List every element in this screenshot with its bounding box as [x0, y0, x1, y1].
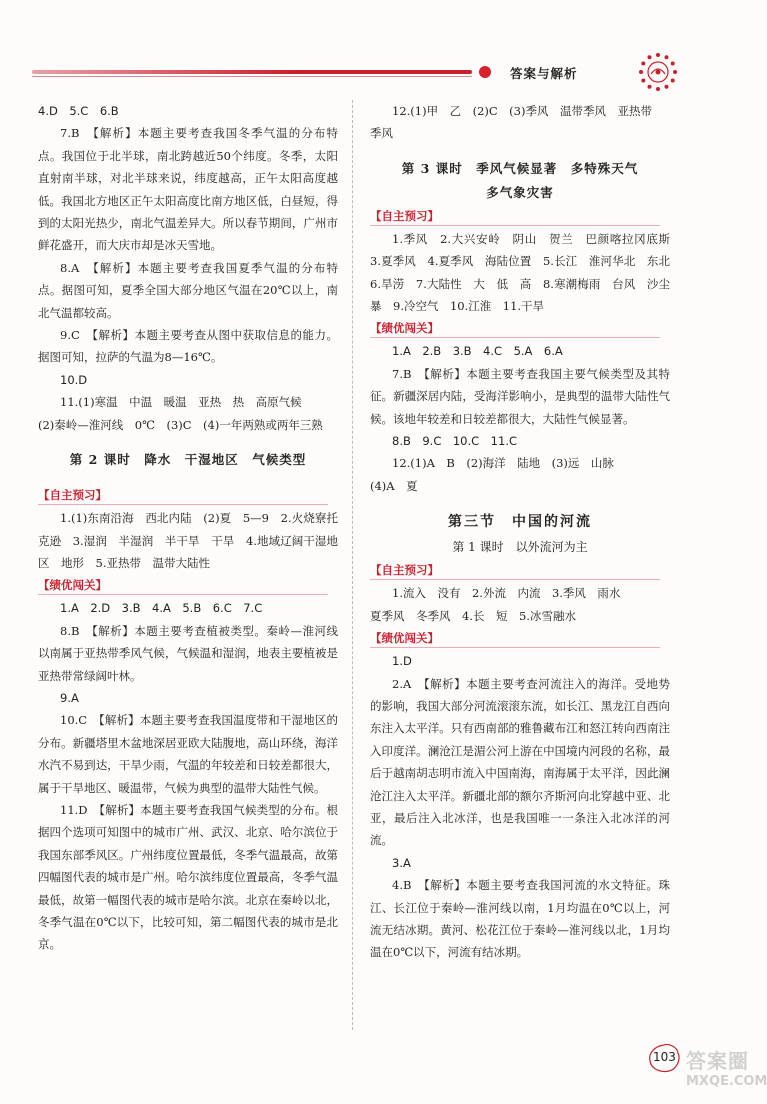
section-tag-preview: 【自主预习】: [38, 486, 328, 505]
answer-r3: 3.A: [392, 855, 411, 870]
answer-7: 7.B 【解析】本题主要考查我国冬季气温的分布特点。我国位于北半球，南北跨越近50个纬度。冬季，太阳直射南半球，对北半球来说，纬度越高，正午太阳高度越低。我国北方地区正午太阳高度比南方地区低，白昼短，得到的太阳光热少，南北气温差异大。所以春节期间，广州市鲜花盛开，而大庆市却是冰天雪地。: [38, 126, 339, 253]
flower-logo-icon: [638, 52, 678, 92]
answer-11b: 11.D 【解析】本题主要考查我国气候类型的分布。根据四个选项可知图中的城市广州、武汉、北京、哈尔滨位于我国东部季风区。广州纬度位置最低，冬季气温最高，故第四幅图代表的城市是广州。哈尔滨纬度位置最高，冬季气温最低，故第一幅图代表的城市是哈尔滨。北京在秦岭以北，冬季气温在0℃以下，比较可知，第二幅图代表的城市是北京。: [38, 802, 339, 952]
section-tag-challenge-2: 【绩优闯关】: [370, 319, 660, 338]
answer-9b: 9.A: [60, 690, 79, 705]
answer-r1: 1.D: [392, 654, 412, 669]
section-tag-challenge: 【绩优闯关】: [38, 576, 328, 595]
answer-9: 9.C 【解析】本题主要考查从图中获取信息的能力。据图可知，拉萨的气温为8—16℃。: [38, 328, 338, 365]
page-number: 103: [653, 1050, 676, 1064]
answer-8b: 8.B 【解析】本题主要考查植被类型。秦岭—淮河线以南属于亚热带季风气候，气候温和湿润，地表主要植被是亚热带常绿阔叶林。: [38, 623, 338, 683]
answer-4-6: 4.D 5.C 6.B: [38, 104, 119, 118]
answer-r2: 2.A 【解析】本题主要考查河流注入的海洋。受地势的影响，我国大部分河流滚滚东流，如长江、黑龙江自西向东注入太平洋。只有西南部的雅鲁藏布江和怒江转向西南注入印度洋。澜沧江是湄公河上游在中国境内河段的名称，最后于越南胡志明市流入中国南海，南海属于太平洋，因此澜沧江注入太平洋。新疆北部的额尔齐斯河向北穿越中亚、北亚，最后注入北冰洋，也是我国唯一一条注入北冰洋的河流。: [370, 676, 671, 848]
answer-7c: 7.B 【解析】本题主要考查我国主要气候类型及其特征。新疆深居内陆，受海洋影响小，是典型的温带大陆性气候。该地年较差和日较差都很大，大陆性气候显著。: [370, 366, 670, 426]
answer-12c: 12.(1)A B (2)海洋 陆地 (3)远 山脉 (4)A 夏: [370, 456, 614, 493]
answer-r4: 4.B 【解析】本题主要考查我国河流的水文特征。珠江、长江位于秦岭—淮河线以南，1月均温在0℃以上，河流无结冰期。黄河、松花江位于秦岭—淮河线以北，1月均温在0℃以下，河流有结冰期。: [370, 878, 670, 960]
choice-answers: 1.A 2.D 3.B 4.A 5.B 6.C 7.C: [60, 601, 263, 616]
preview-answers-2: 1.季风 2.大兴安岭 阴山 贺兰 巴颜喀拉冈底斯 3.夏季风 4.夏季风 海陆位置 5.长江 淮河华北 东北 6.旱涝 7.大陆性 大 低 高 8.寒潮梅雨 台风 沙尘暴 9.冷空气 10.江淮 11.干旱: [370, 231, 682, 314]
section-3-title: 第三节 中国的河流: [448, 514, 592, 531]
section-tag-preview-2: 【自主预习】: [370, 207, 660, 226]
watermark-url: MXQE.COM: [686, 1074, 767, 1089]
answer-10: 10.D: [60, 372, 88, 387]
answer-10b: 10.C 【解析】本题主要考查我国温度带和干湿地区的分布。新疆塔里木盆地深居亚欧大陆腹地，高山环绕，海洋水汽不易到达，干旱少雨，气温的年较差和日较差都很大，属于干旱地区、暖温带，气候为典型的温带大陆性气候。: [38, 713, 338, 795]
answer-8: 8.A 【解析】本题主要考查我国夏季气温的分布特点。据图可知，夏季全国大部分地区气温在20℃以上，南北气温都较高。: [38, 260, 339, 320]
section-tag-challenge-3: 【绩优闯关】: [370, 629, 660, 648]
preview-answers-3: 1.流入 没有 2.外流 内流 3.季风 雨水 夏季风 冬季风 4.长 短 5.冰雪融水: [370, 586, 621, 623]
right-column: [370, 100, 682, 964]
watermark-text: 答案圈: [686, 1049, 749, 1073]
answer-8-11c: 8.B 9.C 10.C 11.C: [392, 434, 518, 449]
lesson-2-title: 第 2 课时 降水 干湿地区 气候类型: [69, 452, 307, 468]
lesson-3-title: 第 3 课时 季风气候显著 多特殊天气 多气象灾害: [401, 160, 639, 200]
header-rule: [32, 70, 472, 74]
left-column: [38, 100, 338, 956]
column-divider: [352, 100, 354, 1030]
answer-11: 11.(1)寒温 中温 暖温 亚热 热 高原气候 (2)秦岭—淮河线 0℃ (3)C (4)一年两熟或两年三熟: [38, 395, 323, 432]
header-dot-icon: [479, 66, 491, 78]
header-rule-thin: [32, 76, 472, 77]
preview-answers: 1.(1)东南沿海 西北内陆 (2)夏 5—9 2.火烧寮托克逊 3.湿润 半湿润 半干旱 干旱 4.地域辽阔干湿地区 地形 5.亚热带 温带大陆性: [38, 511, 338, 570]
choice-answers-2: 1.A 2.B 3.B 4.C 5.A 6.A: [392, 344, 563, 359]
section-tag-preview-3: 【自主预习】: [370, 561, 660, 580]
header-title: 答案与解析: [510, 66, 578, 81]
lesson-1-title: 第 1 课时 以外流河为主: [452, 540, 588, 555]
answer-12a: 12.(1)甲 乙 (2)C (3)季风 温带季风 亚热带 季风: [370, 104, 652, 141]
